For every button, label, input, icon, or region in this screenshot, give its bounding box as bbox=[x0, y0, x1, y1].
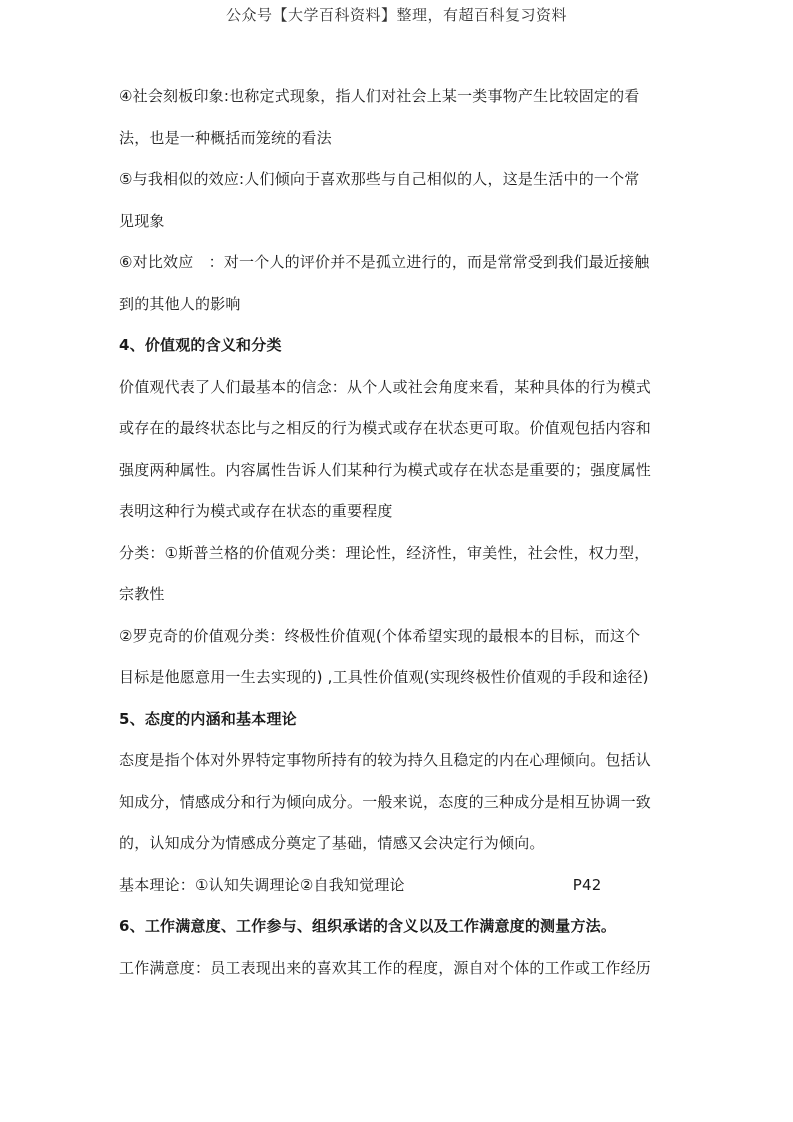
section-heading-attitude: 5、态度的内涵和基本理论 bbox=[119, 709, 297, 728]
text-line: 或存在的最终状态比与之相反的行为模式或存在状态更可取。价值观包括内容和 bbox=[119, 419, 652, 437]
text-line: 法，也是一种概括而笼统的看法 bbox=[119, 128, 332, 147]
text-line: ②罗克奇的价值观分类：终极性价值观(个体希望实现的最根本的目标，而这个 bbox=[119, 626, 641, 645]
text-line: 工作满意度：员工表现出来的喜欢其工作的程度，源自对个体的工作或工作经历 bbox=[119, 958, 652, 977]
text-line: 强度两种属性。内容属性告诉人们某种行为模式或存在状态是重要的；强度属性 bbox=[119, 460, 652, 479]
section-heading-job-satisfaction: 6、工作满意度、工作参与、组织承诺的含义以及工作满意度的测量方法。 bbox=[119, 917, 617, 935]
page-reference: P42 bbox=[572, 875, 602, 894]
text-line: 目标是他愿意用一生去实现的) ,工具性价值观(实现终极性价值观的手段和途径) bbox=[119, 668, 649, 686]
text-line: ⑤与我相似的效应:人们倾向于喜欢那些与自己相似的人，这是生活中的一个常 bbox=[119, 170, 640, 188]
text-line-with-ref bbox=[119, 875, 679, 896]
text-line: 表明这种行为模式或存在状态的重要程度 bbox=[119, 502, 393, 520]
text-line: 价值观代表了人们最基本的信念：从个人或社会角度来看，某种具体的行为模式 bbox=[119, 377, 652, 396]
page-header: 公众号【大学百科资料】整理，有超百科复习资料 bbox=[225, 6, 567, 24]
text-line: ⑥对比效应 ：对一个人的评价并不是孤立进行的，而是常常受到我们最近接触 bbox=[119, 253, 650, 271]
text-line: 分类：①斯普兰格的价值观分类：理论性，经济性，审美性，社会性，权力型， bbox=[119, 543, 650, 562]
section-heading-values: 4、价值观的含义和分类 bbox=[119, 336, 282, 354]
document-body bbox=[119, 86, 679, 999]
text-line: 见现象 bbox=[119, 211, 165, 230]
text-line: ④社会刻板印象:也称定式现象，指人们对社会上某一类事物产生比较固定的看 bbox=[119, 87, 640, 105]
text-line: 知成分，情感成分和行为倾向成分。一般来说，态度的三种成分是相互协调一致 bbox=[119, 792, 652, 811]
text-line: 到的其他人的影响 bbox=[119, 294, 241, 313]
text-line: 的，认知成分为情感成分奠定了基础，情感又会决定行为倾向。 bbox=[119, 834, 545, 852]
text-line: 态度是指个体对外界特定事物所持有的较为持久且稳定的内在心理倾向。包括认 bbox=[119, 751, 652, 769]
text-line: 宗教性 bbox=[119, 585, 165, 603]
basic-theory-text: 基本理论：①认知失调理论②自我知觉理论 bbox=[119, 875, 405, 894]
